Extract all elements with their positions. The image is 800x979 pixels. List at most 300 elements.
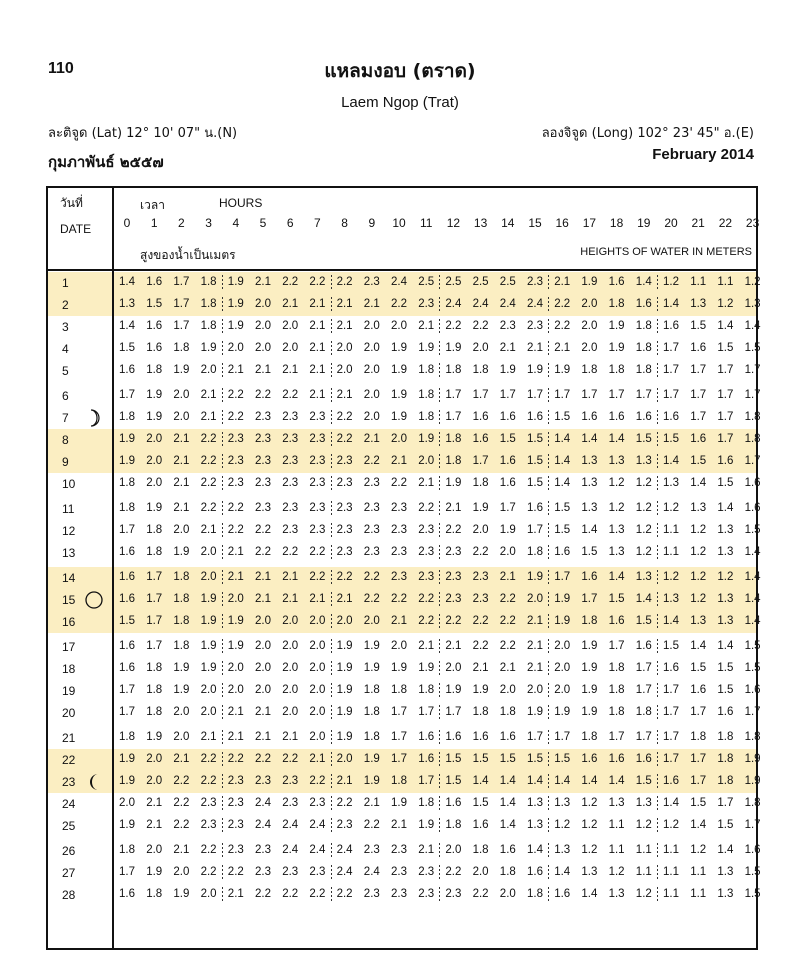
height-value: 1.5 <box>119 615 135 627</box>
quad-hour-divider <box>548 319 549 335</box>
height-value: 1.8 <box>146 662 163 674</box>
quad-hour-divider <box>548 730 549 746</box>
height-value: 2.0 <box>527 684 543 696</box>
station-title-thai: แหลมงอบ (ตราด) <box>324 60 476 82</box>
height-value: 2.3 <box>336 455 353 467</box>
height-value: 2.1 <box>363 797 380 809</box>
height-value: 1.2 <box>635 524 652 536</box>
height-value: 2.1 <box>200 389 217 401</box>
height-value: 1.6 <box>499 455 516 467</box>
height-value: 1.3 <box>635 797 652 809</box>
hour-label: 21 <box>691 216 705 230</box>
height-value: 1.4 <box>119 320 135 332</box>
height-value: 1.7 <box>717 389 734 401</box>
height-value: 1.7 <box>663 731 679 743</box>
height-value: 2.2 <box>227 753 244 765</box>
height-value: 2.1 <box>418 477 435 489</box>
height-value: 1.7 <box>527 524 543 536</box>
quad-hour-divider <box>331 887 332 903</box>
height-value: 2.3 <box>418 546 435 558</box>
quad-hour-divider <box>439 319 440 335</box>
quad-hour-divider <box>222 683 223 699</box>
height-value: 1.6 <box>690 433 707 445</box>
height-value: 2.0 <box>200 706 217 718</box>
height-value: 1.4 <box>717 844 734 856</box>
height-value: 2.2 <box>363 571 380 583</box>
quad-hour-divider <box>222 705 223 721</box>
height-value: 1.4 <box>119 276 135 288</box>
height-value: 1.8 <box>119 844 135 856</box>
height-value: 1.5 <box>744 640 761 652</box>
day-number: 8 <box>62 433 69 447</box>
height-value: 1.7 <box>173 298 190 310</box>
height-value: 2.1 <box>527 640 543 652</box>
height-value: 2.0 <box>255 320 271 332</box>
height-value: 2.3 <box>200 819 217 831</box>
height-value: 1.9 <box>173 888 190 900</box>
height-value: 1.6 <box>663 320 679 332</box>
height-value: 2.0 <box>499 888 516 900</box>
tide-table <box>46 186 761 950</box>
quad-hour-divider <box>548 683 549 699</box>
height-value: 1.9 <box>200 640 217 652</box>
height-value: 2.3 <box>282 866 299 878</box>
height-value: 2.2 <box>472 615 489 627</box>
height-value: 1.3 <box>527 797 543 809</box>
height-value: 1.7 <box>690 389 707 401</box>
height-value: 1.9 <box>336 640 353 652</box>
height-value: 1.7 <box>146 571 163 583</box>
height-value: 2.2 <box>309 775 326 787</box>
height-value: 1.7 <box>445 411 462 423</box>
height-value: 1.6 <box>527 502 543 514</box>
height-value: 2.0 <box>391 640 407 652</box>
height-value: 2.0 <box>146 477 163 489</box>
height-value: 2.1 <box>282 364 299 376</box>
height-value: 1.4 <box>690 640 707 652</box>
height-value: 1.2 <box>581 844 598 856</box>
height-value: 1.3 <box>635 455 652 467</box>
height-value: 2.0 <box>363 389 380 401</box>
height-value: 2.2 <box>445 524 462 536</box>
height-value: 1.5 <box>554 411 571 423</box>
height-value: 2.2 <box>227 866 244 878</box>
height-value: 1.9 <box>418 433 435 445</box>
quad-hour-divider <box>439 545 440 561</box>
quad-hour-divider <box>657 843 658 859</box>
height-value: 1.8 <box>173 615 190 627</box>
height-value: 1.7 <box>119 524 135 536</box>
quad-hour-divider <box>439 705 440 721</box>
quad-hour-divider <box>548 410 549 426</box>
height-value: 1.1 <box>690 888 707 900</box>
height-value: 2.0 <box>255 615 271 627</box>
height-value: 1.2 <box>635 546 652 558</box>
height-value: 1.9 <box>581 706 598 718</box>
height-value: 1.7 <box>527 389 543 401</box>
quad-hour-divider <box>548 818 549 834</box>
quad-hour-divider <box>657 661 658 677</box>
quad-hour-divider <box>331 865 332 881</box>
height-value: 1.8 <box>472 364 489 376</box>
height-value: 1.4 <box>744 546 761 558</box>
date-header: DATE <box>60 222 92 236</box>
height-value: 2.1 <box>173 455 190 467</box>
height-value: 1.6 <box>635 298 652 310</box>
height-value: 2.1 <box>227 731 244 743</box>
quad-hour-divider <box>439 843 440 859</box>
height-value: 1.5 <box>499 433 516 445</box>
height-value: 2.3 <box>309 411 326 423</box>
height-value: 1.8 <box>527 546 543 558</box>
quad-hour-divider <box>657 454 658 470</box>
hour-label: 12 <box>446 216 461 230</box>
quad-hour-divider <box>657 592 658 608</box>
height-value: 1.9 <box>146 502 163 514</box>
height-value: 1.9 <box>119 819 135 831</box>
quad-hour-divider <box>657 683 658 699</box>
height-value: 1.3 <box>717 546 734 558</box>
table-row <box>48 771 761 793</box>
height-value: 2.1 <box>391 819 407 831</box>
height-value: 1.2 <box>608 502 625 514</box>
quad-hour-divider <box>439 774 440 790</box>
day-number: 16 <box>62 615 76 629</box>
height-value: 2.1 <box>173 844 190 856</box>
height-value: 1.8 <box>418 364 435 376</box>
height-value: 1.8 <box>146 706 163 718</box>
quad-hour-divider <box>439 661 440 677</box>
day-number: 2 <box>62 298 69 312</box>
height-value: 1.7 <box>744 364 761 376</box>
height-value: 1.8 <box>119 477 135 489</box>
hour-label: 2 <box>178 216 185 230</box>
height-value: 2.2 <box>173 819 190 831</box>
quad-hour-divider <box>548 275 549 291</box>
quad-hour-divider <box>222 297 223 313</box>
height-value: 2.0 <box>282 706 299 718</box>
quad-hour-divider <box>222 545 223 561</box>
height-value: 1.6 <box>635 640 652 652</box>
height-value: 2.1 <box>173 433 190 445</box>
quad-hour-divider <box>439 592 440 608</box>
height-value: 2.1 <box>554 342 571 354</box>
table-row <box>48 815 761 837</box>
height-value: 1.4 <box>608 571 625 583</box>
height-value: 2.1 <box>309 593 326 605</box>
height-value: 1.9 <box>554 364 571 376</box>
height-value: 2.0 <box>282 684 299 696</box>
height-value: 2.0 <box>391 433 407 445</box>
quad-hour-divider <box>331 388 332 404</box>
day-number: 28 <box>62 888 76 902</box>
height-value: 2.2 <box>200 753 217 765</box>
height-value: 2.1 <box>227 706 244 718</box>
height-value: 2.1 <box>309 364 326 376</box>
height-value: 1.5 <box>554 753 571 765</box>
height-value: 1.8 <box>472 706 489 718</box>
height-value: 2.4 <box>282 844 299 856</box>
quad-hour-divider <box>331 730 332 746</box>
height-value: 1.2 <box>690 524 707 536</box>
quad-hour-divider <box>331 410 332 426</box>
height-value: 1.7 <box>173 320 190 332</box>
quad-hour-divider <box>331 319 332 335</box>
height-value: 2.1 <box>391 455 407 467</box>
height-value: 1.8 <box>744 411 761 423</box>
height-value: 1.5 <box>690 320 707 332</box>
height-value: 2.0 <box>227 342 244 354</box>
quad-hour-divider <box>439 432 440 448</box>
height-value: 1.1 <box>663 888 679 900</box>
height-value: 1.7 <box>717 797 734 809</box>
height-value: 1.8 <box>173 593 190 605</box>
height-value: 2.1 <box>200 411 217 423</box>
table-row <box>48 862 761 884</box>
height-value: 1.9 <box>146 411 163 423</box>
height-value: 1.7 <box>581 593 598 605</box>
height-value: 2.0 <box>200 571 217 583</box>
height-value: 1.8 <box>690 731 707 743</box>
height-value: 1.8 <box>445 455 462 467</box>
height-value: 2.3 <box>227 775 244 787</box>
height-value: 1.2 <box>635 477 652 489</box>
height-value: 1.6 <box>690 684 707 696</box>
height-value: 2.3 <box>336 524 353 536</box>
height-value: 1.2 <box>581 797 598 809</box>
height-value: 1.5 <box>635 433 652 445</box>
height-value: 2.3 <box>282 477 299 489</box>
height-value: 2.1 <box>255 276 271 288</box>
table-row <box>48 658 761 680</box>
height-value: 2.2 <box>309 276 326 288</box>
height-value: 2.0 <box>200 364 217 376</box>
quad-hour-divider <box>548 887 549 903</box>
height-value: 1.7 <box>744 389 761 401</box>
height-value: 2.2 <box>391 477 407 489</box>
height-value: 2.2 <box>227 411 244 423</box>
height-value: 1.9 <box>499 364 516 376</box>
quad-hour-divider <box>439 341 440 357</box>
height-value: 2.1 <box>282 298 299 310</box>
height-value: 2.0 <box>363 342 380 354</box>
quad-hour-divider <box>657 818 658 834</box>
height-value: 1.7 <box>744 819 761 831</box>
height-value: 2.2 <box>336 276 353 288</box>
hour-label: 10 <box>392 216 406 230</box>
height-value: 1.9 <box>581 276 598 288</box>
height-value: 2.2 <box>282 389 299 401</box>
height-value: 1.5 <box>146 298 163 310</box>
height-value: 2.3 <box>363 844 380 856</box>
height-value: 1.7 <box>690 753 707 765</box>
height-value: 2.2 <box>336 888 353 900</box>
quad-hour-divider <box>439 454 440 470</box>
height-value: 2.0 <box>173 731 190 743</box>
quad-hour-divider <box>222 796 223 812</box>
height-value: 2.0 <box>336 753 353 765</box>
height-value: 2.3 <box>227 844 244 856</box>
height-value: 1.9 <box>744 775 761 787</box>
height-value: 1.1 <box>663 524 679 536</box>
height-value: 1.9 <box>581 662 598 674</box>
quad-hour-divider <box>548 843 549 859</box>
table-row <box>48 338 761 360</box>
height-value: 1.7 <box>146 593 163 605</box>
table-row <box>48 702 761 724</box>
quad-hour-divider <box>331 818 332 834</box>
table-row <box>48 611 761 633</box>
height-value: 2.2 <box>200 775 217 787</box>
height-value: 2.0 <box>282 320 299 332</box>
height-value: 1.1 <box>608 844 625 856</box>
height-value: 2.3 <box>336 546 353 558</box>
table-row <box>48 636 761 658</box>
latitude-label: ละติจูด (Lat) 12° 10' 07" น.(N) <box>48 126 238 141</box>
height-value: 1.9 <box>391 662 407 674</box>
height-value: 1.6 <box>554 546 571 558</box>
height-value: 1.5 <box>690 455 707 467</box>
height-value: 1.8 <box>146 888 163 900</box>
height-value: 2.2 <box>282 276 299 288</box>
height-value: 2.3 <box>282 433 299 445</box>
height-value: 1.8 <box>146 364 163 376</box>
height-value: 1.8 <box>635 706 652 718</box>
height-value: 2.0 <box>173 706 190 718</box>
quad-hour-divider <box>331 683 332 699</box>
height-value: 1.9 <box>336 706 353 718</box>
height-value: 2.1 <box>363 433 380 445</box>
height-value: 1.8 <box>418 389 435 401</box>
height-value: 2.0 <box>200 546 217 558</box>
quad-hour-divider <box>222 275 223 291</box>
day-number: 7 <box>62 411 69 425</box>
height-value: 1.9 <box>391 411 407 423</box>
height-value: 2.2 <box>391 298 407 310</box>
height-value: 1.6 <box>717 706 734 718</box>
height-value: 1.7 <box>119 866 135 878</box>
day-number: 4 <box>62 342 69 356</box>
day-number: 22 <box>62 753 76 767</box>
height-value: 1.6 <box>527 411 543 423</box>
height-value: 2.0 <box>282 342 299 354</box>
height-value: 2.3 <box>336 502 353 514</box>
height-value: 1.5 <box>663 640 679 652</box>
height-value: 1.4 <box>663 298 679 310</box>
height-value: 2.3 <box>309 477 326 489</box>
height-value: 1.8 <box>391 775 407 787</box>
height-value: 2.3 <box>309 797 326 809</box>
height-value: 1.8 <box>173 640 190 652</box>
quad-hour-divider <box>439 297 440 313</box>
height-value: 2.3 <box>418 571 435 583</box>
height-value: 1.9 <box>227 276 244 288</box>
quad-hour-divider <box>548 297 549 313</box>
height-value: 1.9 <box>391 797 407 809</box>
height-value: 1.9 <box>445 342 462 354</box>
height-value: 1.9 <box>472 684 489 696</box>
height-value: 2.1 <box>255 706 271 718</box>
height-value: 1.7 <box>418 775 435 787</box>
height-value: 2.2 <box>472 320 489 332</box>
height-value: 1.8 <box>418 797 435 809</box>
height-value: 2.4 <box>336 844 353 856</box>
height-value: 1.7 <box>717 411 734 423</box>
height-value: 2.0 <box>173 866 190 878</box>
height-value: 2.2 <box>499 593 516 605</box>
height-value: 1.6 <box>690 342 707 354</box>
height-value: 1.9 <box>391 389 407 401</box>
height-value: 1.4 <box>608 433 625 445</box>
height-value: 2.0 <box>146 753 163 765</box>
quad-hour-divider <box>548 388 549 404</box>
height-value: 1.3 <box>608 455 625 467</box>
height-value: 2.1 <box>363 298 380 310</box>
height-value: 1.5 <box>744 662 761 674</box>
height-value: 1.9 <box>200 342 217 354</box>
height-value: 1.8 <box>363 706 380 718</box>
height-value: 1.6 <box>119 364 135 376</box>
height-value: 2.3 <box>391 844 407 856</box>
height-value: 1.3 <box>717 888 734 900</box>
height-value: 1.3 <box>554 844 571 856</box>
height-value: 2.2 <box>554 320 571 332</box>
height-value: 1.9 <box>173 364 190 376</box>
height-value: 2.3 <box>391 571 407 583</box>
height-value: 2.0 <box>363 411 380 423</box>
height-value: 2.0 <box>554 684 571 696</box>
day-number: 21 <box>62 731 76 745</box>
height-value: 1.4 <box>744 615 761 627</box>
height-value: 1.1 <box>690 276 707 288</box>
height-value: 2.3 <box>309 433 326 445</box>
height-value: 2.3 <box>527 276 543 288</box>
height-value: 2.0 <box>173 411 190 423</box>
height-value: 1.5 <box>663 433 679 445</box>
height-value: 1.7 <box>499 389 516 401</box>
height-value: 1.7 <box>119 706 135 718</box>
height-value: 1.6 <box>581 571 598 583</box>
quad-hour-divider <box>548 570 549 586</box>
height-value: 2.0 <box>173 389 190 401</box>
height-value: 2.0 <box>581 320 598 332</box>
height-value: 2.3 <box>363 888 380 900</box>
height-value: 2.3 <box>255 411 271 423</box>
height-value: 1.4 <box>554 455 571 467</box>
height-value: 2.1 <box>527 615 543 627</box>
height-value: 1.9 <box>391 342 407 354</box>
height-value: 1.4 <box>744 320 761 332</box>
height-value: 2.1 <box>227 888 244 900</box>
height-value: 2.2 <box>200 455 217 467</box>
quad-hour-divider <box>331 774 332 790</box>
height-value: 1.6 <box>445 797 462 809</box>
height-value: 1.9 <box>445 477 462 489</box>
height-value: 2.3 <box>282 524 299 536</box>
height-value: 2.2 <box>255 546 271 558</box>
quad-hour-divider <box>548 454 549 470</box>
quad-hour-divider <box>222 887 223 903</box>
height-value: 2.3 <box>227 433 244 445</box>
quad-hour-divider <box>439 887 440 903</box>
height-value: 1.9 <box>554 706 571 718</box>
height-value: 2.1 <box>173 502 190 514</box>
hour-label: 23 <box>745 216 760 230</box>
height-value: 1.4 <box>635 593 652 605</box>
height-value: 2.3 <box>282 775 299 787</box>
height-value: 2.1 <box>336 389 353 401</box>
table-row <box>48 360 761 382</box>
